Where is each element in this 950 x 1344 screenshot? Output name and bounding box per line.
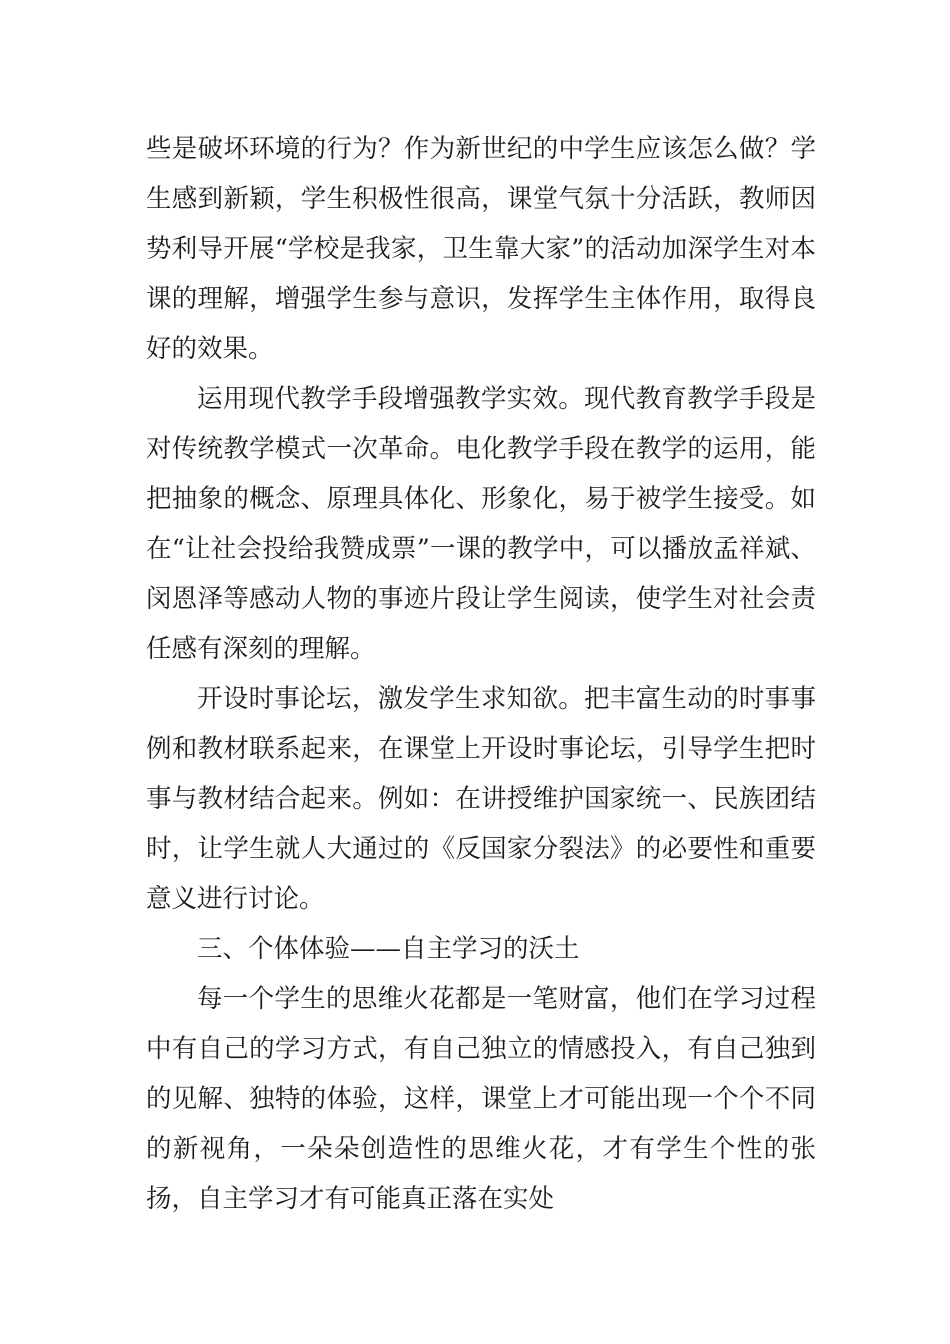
section-heading-individual-experience: 三、个体体验——自主学习的沃土 xyxy=(197,934,580,964)
paragraph-current-affairs-forum: 开设时事论坛，激发学生求知欲。把丰富生动的时事事例和教材联系起来，在课堂上开设时事论坛，引导学生把时事与教材结合起来。例如：在讲授维护国家统一、民族团结时，让学生就人大通过的《反国家分裂法》的必要性和重要意义进行讨论。 xyxy=(146,684,816,914)
paragraph-continuation: 些是破坏环境的行为？作为新世纪的中学生应该怎么做？学生感到新颖，学生积极性很高，课堂气氛十分活跃，教师因势利导开展“学校是我家，卫生靠大家”的活动加深学生对本课的理解，增强学生参与意识，发挥学生主体作用，取得良好的效果。 xyxy=(146,134,816,364)
paragraph-modern-teaching-methods: 运用现代教学手段增强教学实效。现代教育教学手段是对传统教学模式一次革命。电化教学手段在教学的运用，能把抽象的概念、原理具体化、形象化，易于被学生接受。如在“让社会投给我赞成票”一课的教学中，可以播放孟祥斌、闵恩泽等感动人物的事迹片段让学生阅读，使学生对社会责任感有深刻的理解。 xyxy=(146,384,816,664)
paragraph-student-thinking: 每一个学生的思维火花都是一笔财富，他们在学习过程中有自己的学习方式，有自己独立的情感投入，有自己独到的见解、独特的体验，这样，课堂上才可能出现一个个不同的新视角，一朵朵创造性的思维火花，才有学生个性的张扬，自主学习才有可能真正落在实处 xyxy=(146,984,816,1214)
document-body xyxy=(146,124,816,1224)
